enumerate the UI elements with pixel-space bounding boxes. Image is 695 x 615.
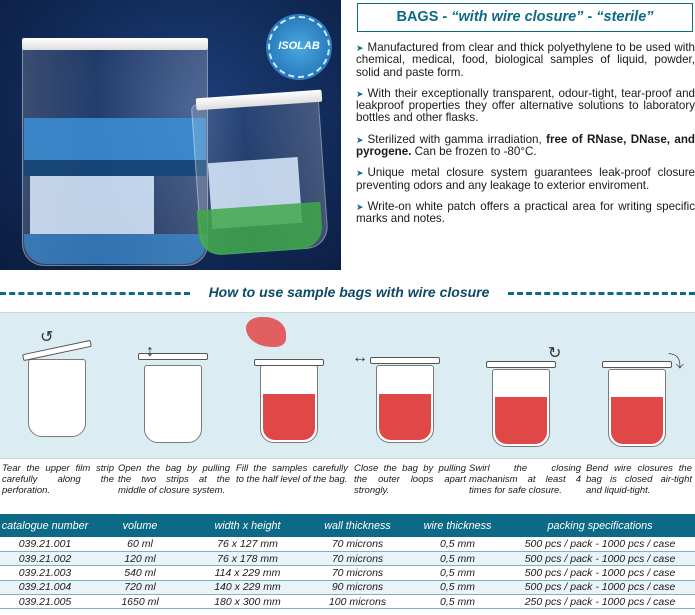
- arrow-bullet-icon: ➤: [356, 201, 364, 212]
- step-1-illustration: [0, 313, 116, 460]
- table-cell: 039.21.004: [0, 580, 90, 594]
- feature-text: With their exceptionally transparent, odour-tight, tear-proof and leakproof properties they offer alternative solutions to laboratory bottles and other flasks.: [356, 86, 695, 125]
- product-photo: [0, 0, 341, 270]
- dashed-divider: [0, 292, 190, 295]
- arrow-icon: ↺: [40, 329, 54, 346]
- table-cell: 039.21.002: [0, 551, 90, 565]
- table-row: [0, 595, 695, 609]
- bag-drawing: [28, 359, 86, 437]
- table-row: [0, 537, 695, 551]
- column-header: wall thickness: [305, 514, 410, 537]
- feature-text: Manufactured from clear and thick polyethylene to be used with chemical, medical, food, biological samples of liquid, powder, solid and paste form.: [356, 41, 695, 79]
- table-cell: 1650 ml: [90, 595, 190, 609]
- table-cell: 039.21.003: [0, 566, 90, 580]
- feature-bold-text: free of RNase, DNase, and pyrogene.: [356, 132, 695, 159]
- table-cell: 114 x 229 mm: [190, 566, 305, 580]
- how-to-title: How to use sample bags with wire closure: [194, 284, 504, 300]
- table-cell: 70 microns: [305, 566, 410, 580]
- closure-strip-drawing: [370, 357, 440, 364]
- column-header: width x height: [190, 514, 305, 537]
- table-cell: 039.21.001: [0, 537, 90, 551]
- feature-item: [356, 167, 695, 192]
- sample-fill: [611, 397, 663, 444]
- pouring-sample-drawing: [246, 317, 286, 347]
- step-4-illustration: [348, 313, 464, 460]
- table-cell: 500 pcs / pack - 1000 pcs / case: [505, 566, 695, 580]
- sample-fill: [379, 394, 431, 440]
- table-cell: 0,5 mm: [410, 537, 505, 551]
- feature-text: Can be frozen to -80°C.: [411, 145, 537, 159]
- title-subtitle: “with wire closure” - “sterile”: [451, 9, 654, 25]
- feature-item: [356, 42, 695, 79]
- step-6-illustration: [580, 313, 695, 460]
- column-header: packing specifications: [505, 514, 695, 537]
- column-header: wire thickness: [410, 514, 505, 537]
- feature-item: [356, 201, 695, 226]
- closure-strip-drawing: [602, 361, 672, 368]
- feature-text: Unique metal closure system guarantees leak-proof closure preventing odors and any leakage to exterior enviroment.: [356, 166, 695, 192]
- table-cell: 100 microns: [305, 595, 410, 609]
- table-row: [0, 580, 695, 594]
- arrow-icon: ↔: [352, 349, 368, 366]
- seal-text: ISOLAB: [278, 40, 320, 52]
- table-cell: 120 ml: [90, 551, 190, 565]
- step-2-illustration: [116, 313, 232, 460]
- feature-text: Write-on white patch offers a practical area for writing specific marks and notes.: [356, 199, 695, 226]
- closure-strip-drawing: [22, 340, 92, 361]
- step-5-caption: Swirl the closing machanism at least 4 times for safe closure.: [469, 463, 581, 496]
- arrow-icon: ↕: [146, 343, 154, 360]
- step-captions: [0, 464, 695, 504]
- column-header: catalogue number: [0, 514, 90, 537]
- title-prefix: BAGS -: [396, 9, 452, 25]
- feature-item: [356, 88, 695, 125]
- step-3-caption: Fill the samples carefully to the half level of the bag.: [236, 463, 348, 485]
- step-5-illustration: [464, 313, 580, 460]
- table-cell: 70 microns: [305, 551, 410, 565]
- bag-drawing: [260, 365, 318, 443]
- table-cell: 76 x 127 mm: [190, 537, 305, 551]
- step-2-caption: Open the bag by pulling the two strips at the middle of closure system.: [118, 463, 230, 496]
- table-cell: 039.21.005: [0, 595, 90, 609]
- arrow-icon: ⤵: [668, 354, 685, 371]
- bag-drawing: [144, 365, 202, 443]
- step-6-caption: Bend wire closures the bag is closed air-tight and liquid-tight.: [586, 463, 692, 496]
- arrow-bullet-icon: ➤: [356, 88, 364, 99]
- table-cell: 76 x 178 mm: [190, 551, 305, 565]
- table-cell: 90 microns: [305, 580, 410, 594]
- arrow-icon: ↻: [548, 345, 562, 362]
- table-cell: 0,5 mm: [410, 551, 505, 565]
- closure-strip-drawing: [486, 361, 556, 368]
- table-cell: 70 microns: [305, 537, 410, 551]
- feature-text: Sterilized with gamma irradiation,: [367, 132, 547, 146]
- table-cell: 500 pcs / pack - 1000 pcs / case: [505, 537, 695, 551]
- table-row: [0, 566, 695, 580]
- bag-drawing: [376, 365, 434, 443]
- arrow-bullet-icon: ➤: [356, 43, 364, 53]
- closure-strip-drawing: [254, 359, 324, 366]
- bag-drawing: [492, 369, 550, 447]
- step-4-caption: Close the bag by pulling the outer loops apart strongly.: [354, 463, 466, 496]
- how-to-header: [0, 284, 695, 302]
- table-cell: 540 ml: [90, 566, 190, 580]
- step-1-caption: Tear the upper film strip carefully along the perforation.: [2, 463, 114, 496]
- arrow-bullet-icon: ➤: [356, 134, 364, 145]
- catalogue-table: [0, 514, 695, 609]
- arrow-bullet-icon: ➤: [356, 168, 364, 179]
- table-cell: 720 ml: [90, 580, 190, 594]
- feature-list: [356, 42, 695, 235]
- table-header-row: [0, 514, 695, 537]
- feature-item: [356, 134, 695, 159]
- column-header: volume: [90, 514, 190, 537]
- sample-fill: [263, 394, 315, 440]
- table-cell: 0,5 mm: [410, 595, 505, 609]
- table-cell: 60 ml: [90, 537, 190, 551]
- step-3-illustration: [232, 313, 348, 460]
- table-row: [0, 551, 695, 565]
- table-cell: 500 pcs / pack - 1000 pcs / case: [505, 551, 695, 565]
- table-cell: 500 pcs / pack - 1000 pcs / case: [505, 580, 695, 594]
- table-cell: 0,5 mm: [410, 566, 505, 580]
- page-title: [357, 3, 693, 32]
- sample-fill: [495, 397, 547, 444]
- table-cell: 180 x 300 mm: [190, 595, 305, 609]
- isolab-seal-logo: [268, 16, 330, 78]
- bag-drawing: [608, 369, 666, 447]
- steps-illustration-panel: [0, 312, 695, 459]
- table-cell: 140 x 229 mm: [190, 580, 305, 594]
- table-cell: 0,5 mm: [410, 580, 505, 594]
- table-cell: 250 pcs / pack - 1000 pcs / case: [505, 595, 695, 609]
- dashed-divider: [508, 292, 695, 295]
